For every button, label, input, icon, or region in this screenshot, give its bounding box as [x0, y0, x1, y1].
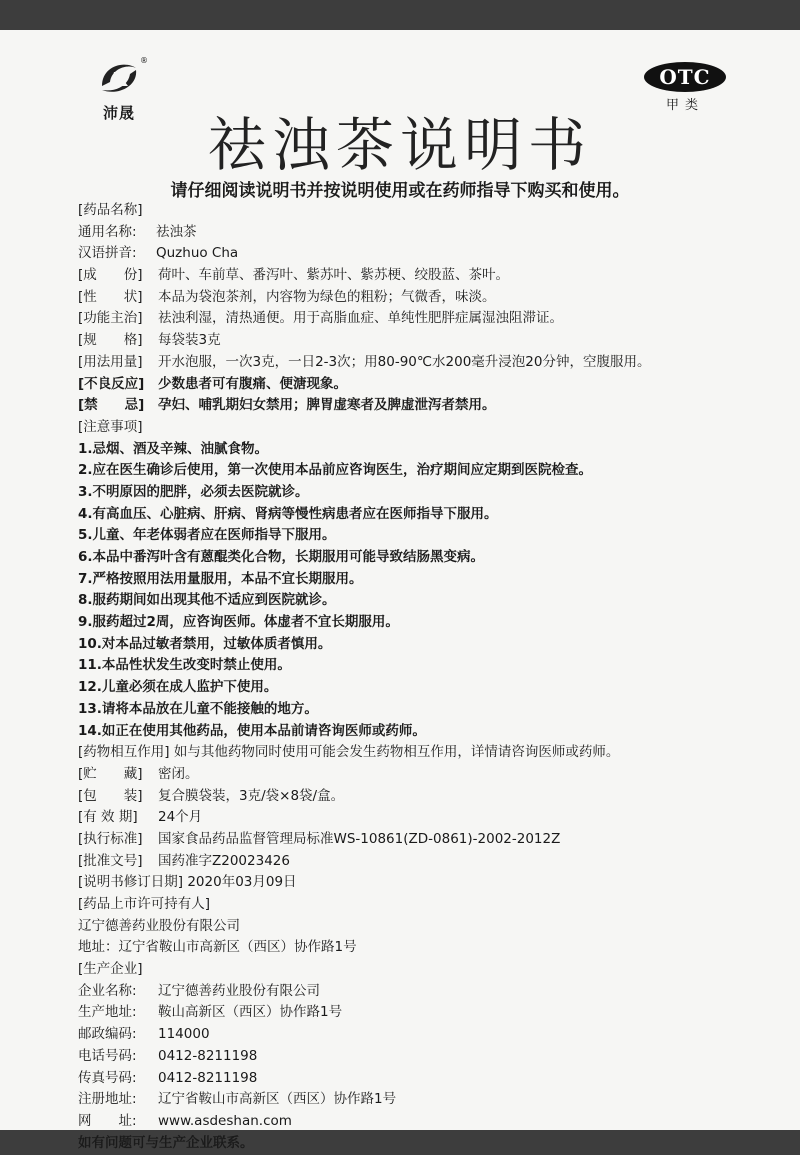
registered-mark: ®: [140, 56, 148, 65]
website-value: www.asdeshan.com: [158, 1112, 292, 1129]
specification-value: 每袋装3克: [158, 332, 221, 349]
precaution-item: 3.不明原因的肥胖，必须去医院就诊。: [78, 483, 309, 500]
section-precautions: [注意事项]: [78, 418, 143, 435]
properties-row: [78, 287, 768, 309]
ingredients-label: [成 份]: [78, 267, 143, 284]
contraindications-value: 孕妇、哺乳期妇女禁用；脾胃虚寒者及脾虚泄泻者禁用。: [158, 397, 496, 414]
section-manufacturer: [生产企业]: [78, 961, 143, 978]
precaution-item: 5.儿童、年老体弱者应在医师指导下服用。: [78, 527, 336, 544]
precaution-item: 4.有高血压、心脏病、肝病、肾病等慢性病患者应在医师指导下服用。: [78, 505, 498, 522]
indications-value: 祛浊利湿，清热通便。用于高脂血症、单纯性肥胖症属湿浊阻滞证。: [158, 310, 563, 327]
specification-label: [规 格]: [78, 332, 143, 349]
dosage-label: [用法用量]: [78, 353, 143, 370]
storage-row: [78, 764, 768, 786]
precaution-item: 13.请将本品放在儿童不能接触的地方。: [78, 700, 318, 717]
manufacturer-row: [78, 1002, 768, 1024]
manufacturer-label: 电话号码:: [78, 1047, 137, 1064]
standard-label: [执行标准]: [78, 830, 143, 847]
standard-value: 国家食品药品监督管理局标准WS-10861(ZD-0861)-2002-2012Z: [158, 830, 561, 847]
generic-name-row: [78, 222, 768, 244]
section-drug-name: [药品名称]: [78, 202, 143, 218]
section-holder: [药品上市许可持有人]: [78, 896, 211, 912]
precaution-item: 11.本品性状发生改变时禁止使用。: [78, 657, 291, 674]
approval-value: 国药准字Z20023426: [158, 852, 290, 869]
manufacturer-label: 企业名称:: [78, 982, 137, 999]
leaflet-body: [78, 200, 768, 1154]
pinyin-label: 汉语拼音:: [78, 245, 137, 262]
pinyin-row: [78, 243, 768, 265]
contact-note: 如有问题可与生产企业联系。: [78, 1134, 254, 1151]
validity-label: [有 效 期]: [78, 809, 138, 826]
storage-label: [贮 藏]: [78, 765, 143, 782]
manufacturer-value: 0412-8211198: [158, 1047, 258, 1064]
interactions-row: [78, 742, 768, 764]
package-label: [包 装]: [78, 787, 143, 804]
precaution-item: 6.本品中番泻叶含有蒽醌类化合物，长期服用可能导致结肠黑变病。: [78, 549, 485, 565]
validity-value: 24个月: [158, 809, 203, 826]
top-shadow-band: [0, 0, 800, 30]
generic-name-label: 通用名称:: [78, 223, 137, 240]
manufacturer-value: 辽宁德善药业股份有限公司: [158, 982, 320, 999]
revised-row: [78, 872, 768, 894]
precaution-item: 14.如正在使用其他药品，使用本品前请咨询医师或药师。: [78, 722, 426, 739]
brand-name: 沛晟: [102, 104, 135, 122]
precaution-item: 2.应在医生确诊后使用，第一次使用本品前应咨询医生，治疗期间应定期到医院检查。: [78, 462, 593, 479]
manufacturer-row: [78, 1046, 768, 1068]
adverse-row: [78, 374, 768, 396]
generic-name-value: 祛浊茶: [156, 223, 197, 240]
precaution-item: 8.服药期间如出现其他不适应到医院就诊。: [78, 592, 336, 609]
manufacturer-value: 鞍山高新区（西区）协作路1号: [158, 1004, 343, 1021]
adverse-value: 少数患者可有腹痛、便溏现象。: [158, 375, 347, 392]
manufacturer-row: [78, 1089, 768, 1111]
precaution-item: 10.对本品过敏者禁用，过敏体质者慎用。: [78, 635, 332, 652]
manufacturer-label: 网 址:: [78, 1112, 137, 1129]
manufacturer-row: [78, 981, 768, 1003]
specification-row: [78, 330, 768, 352]
manufacturer-value: 辽宁省鞍山市高新区（西区）协作路1号: [158, 1091, 397, 1108]
indications-row: [78, 308, 768, 330]
manufacturer-label: 注册地址:: [78, 1091, 137, 1108]
standard-row: [78, 829, 768, 851]
revised-label: [说明书修订日期]: [78, 874, 184, 891]
holder-address: 地址：辽宁省鞍山市高新区（西区）协作路1号: [78, 939, 357, 956]
revised-value: 2020年03月09日: [187, 874, 297, 891]
validity-row: [78, 807, 768, 829]
manufacturer-value: 114000: [158, 1026, 210, 1043]
brand-emblem-icon: [94, 56, 144, 100]
storage-value: 密闭。: [158, 765, 199, 782]
indications-label: [功能主治]: [78, 310, 143, 327]
page-title: 祛浊茶说明书: [207, 111, 592, 179]
precaution-item: 12.儿童必须在成人监护下使用。: [78, 679, 278, 696]
manufacturer-row: [78, 1111, 768, 1133]
manufacturer-label: 传真号码:: [78, 1069, 137, 1086]
manufacturer-row: [78, 1068, 768, 1090]
manufacturer-label: 生产地址:: [78, 1004, 137, 1021]
package-value: 复合膜袋装，3克/袋×8袋/盒。: [158, 787, 345, 804]
package-row: [78, 786, 768, 808]
dosage-row: [78, 352, 768, 374]
precaution-item: 7.严格按照用法用量服用，本品不宜长期服用。: [78, 570, 363, 587]
interactions-label: [药物相互作用]: [78, 744, 170, 761]
ingredients-value: 荷叶、车前草、番泻叶、紫苏叶、紫苏梗、绞股蓝、茶叶。: [158, 267, 509, 284]
ingredients-row: [78, 265, 768, 287]
manufacturer-label: 邮政编码:: [78, 1026, 137, 1043]
manufacturer-row: [78, 1024, 768, 1046]
properties-label: [性 状]: [78, 288, 143, 305]
approval-row: [78, 851, 768, 873]
adverse-label: [不良反应]: [78, 375, 145, 392]
properties-value: 本品为袋泡茶剂，内容物为绿色的粗粉；气微香，味淡。: [158, 288, 496, 305]
contraindications-row: [78, 395, 768, 417]
contraindications-label: [禁 忌]: [78, 397, 145, 414]
precaution-item: 1.忌烟、酒及辛辣、油腻食物。: [78, 440, 269, 457]
manufacturer-value: 0412-8211198: [158, 1069, 258, 1086]
otc-mark: OTC: [644, 62, 726, 92]
page-subtitle: 请仔细阅读说明书并按说明使用或在药师指导下购买和使用。: [170, 181, 630, 201]
precaution-item: 9.服药超过2周，应咨询医师。体虚者不宜长期服用。: [78, 614, 399, 631]
approval-label: [批准文号]: [78, 852, 143, 869]
pinyin-value: Quzhuo Cha: [156, 245, 239, 262]
holder-name: 辽宁德善药业股份有限公司: [78, 917, 240, 934]
dosage-value: 开水泡服，一次3克，一日2-3次；用80-90℃水200毫升浸泡20分钟，空腹服用。: [158, 353, 651, 370]
interactions-value: 如与其他药物同时使用可能会发生药物相互作用，详情请咨询医师或药师。: [173, 744, 620, 761]
otc-class: 甲类: [665, 98, 704, 113]
